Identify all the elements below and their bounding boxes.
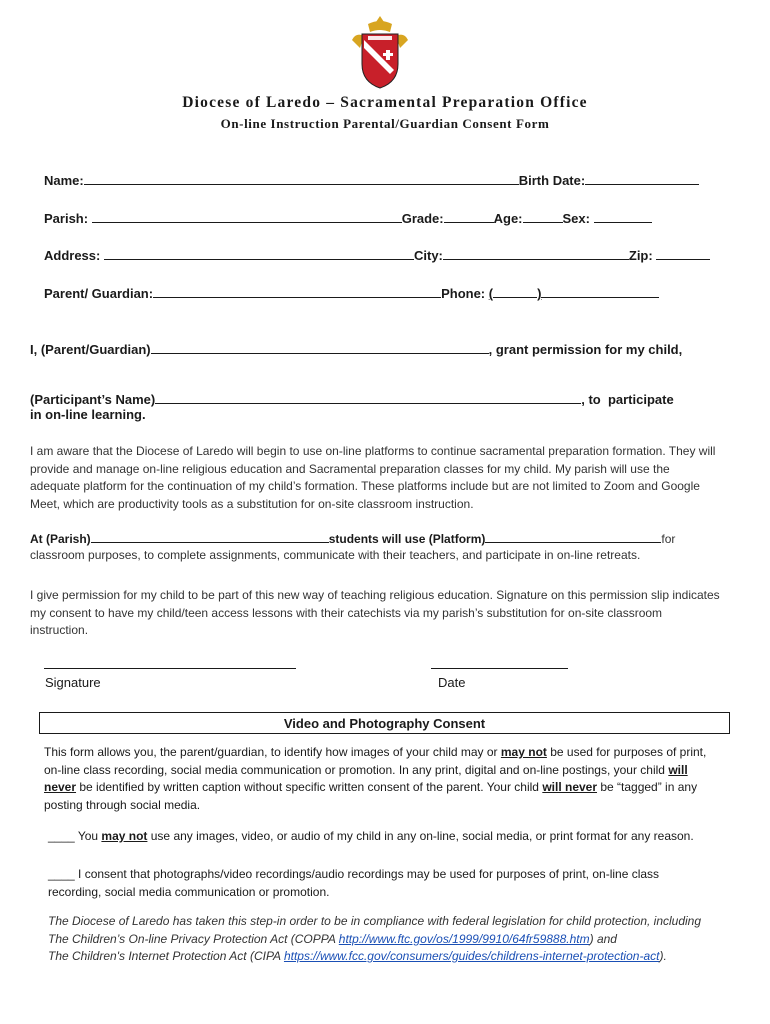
zip-field[interactable] <box>656 246 710 260</box>
cipa-text: The Children's Internet Protection Act (CIPA <box>48 949 284 963</box>
participant-suffix: , to participate <box>581 392 674 407</box>
option-no-consent <box>48 828 748 846</box>
coppa-text-end: ) and <box>589 932 617 946</box>
parish-row <box>44 209 652 226</box>
age-field[interactable] <box>523 209 563 223</box>
birth-date-label: Birth Date: <box>518 173 586 188</box>
option1-may-not: may not <box>101 829 148 843</box>
at-parish-row <box>30 530 730 549</box>
city-field[interactable] <box>443 246 629 260</box>
will-never-emphasis-2: will never <box>542 780 598 794</box>
footer-line3 <box>48 948 748 966</box>
grant-row <box>30 340 682 357</box>
address-field[interactable] <box>104 246 414 260</box>
sex-field[interactable] <box>594 209 652 223</box>
phone-number-field[interactable] <box>541 284 659 298</box>
guardian-row <box>44 284 659 301</box>
birth-date-field[interactable] <box>585 171 699 185</box>
option1-text-b: use any images, video, or audio of my child in any on-line, social media, or print format for any reason. <box>147 829 694 843</box>
footer-line1: The Diocese of Laredo has taken this step-in order to be in compliance with federal legislation for child protection, including <box>48 914 702 928</box>
age-label: Age: <box>493 211 523 226</box>
date-label: Date <box>438 675 466 690</box>
parish-field[interactable] <box>92 209 402 223</box>
diocese-crest-logo <box>346 14 414 90</box>
grade-field[interactable] <box>444 209 494 223</box>
signature-line[interactable] <box>44 668 296 669</box>
grant-suffix: , grant permission for my child, <box>488 342 683 357</box>
video-text-c: be identified by written caption without specific written consent of the parent. Your child <box>76 780 543 794</box>
name-row <box>44 171 699 188</box>
for-text: for <box>661 532 676 546</box>
classroom-text: classroom purposes, to complete assignments, communicate with their teachers, and participate in on-line retreats. <box>30 548 641 562</box>
students-platform-label: students will use (Platform) <box>328 532 486 546</box>
at-parish-label: At (Parish) <box>30 532 91 546</box>
participant-row <box>30 390 674 407</box>
phone-area-open: ( <box>488 286 494 301</box>
name-field[interactable] <box>84 171 519 185</box>
coppa-text: The Children’s On-line Privacy Protection Act (COPPA <box>48 932 339 946</box>
phone-area-close: ) <box>537 286 542 301</box>
video-paragraph <box>44 744 720 814</box>
may-not-emphasis: may not <box>500 745 547 759</box>
platform-field[interactable] <box>485 530 661 543</box>
grade-label: Grade: <box>401 211 444 226</box>
signature-label: Signature <box>45 675 101 690</box>
permission-paragraph: I give permission for my child to be part of this new way of teaching religious education. Signature on this permission slip indicates my consent to have my child/teen access lessons with their catechists via my parish’s substitution for on-site classroom instruction. <box>30 588 720 637</box>
sex-label: Sex: <box>562 211 590 226</box>
date-line[interactable] <box>431 668 568 669</box>
phone-label: Phone: <box>441 286 486 301</box>
coppa-link[interactable]: http://www.ftc.gov/os/1999/9910/64fr59888.htm <box>338 932 590 946</box>
parish-label: Parish: <box>44 211 89 226</box>
at-parish-field[interactable] <box>91 530 329 543</box>
option1-text-a: You <box>74 829 102 843</box>
option2-text: I consent that photographs/video recordings/audio recordings may be used for purposes of print, on-line class recording, social media communication or promotion. <box>48 867 660 899</box>
phone-area-field[interactable] <box>493 284 537 298</box>
option-consent-checkbox[interactable]: ____ <box>48 867 75 881</box>
cipa-link[interactable]: https://www.fcc.gov/consumers/guides/childrens-internet-protection-act <box>283 949 660 963</box>
grant-prefix: I, (Parent/Guardian) <box>30 342 151 357</box>
address-row <box>44 246 710 263</box>
zip-label: Zip: <box>628 248 653 263</box>
aware-paragraph: I am aware that the Diocese of Laredo will begin to use on-line platforms to continue sacramental preparation formation. They will provide and manage on-line religious education and Sacramental preparation classes for my child. My parish will use the adequate platform for the continuation of my child’s formation. These platforms include but are not limited to Zoom and Google Meet, which are productivity tools as a substitution for on-site classroom instruction. <box>30 444 716 511</box>
participant-line2: in on-line learning. <box>30 407 146 422</box>
guardian-field[interactable] <box>153 284 441 298</box>
form-subtitle: On-line Instruction Parental/Guardian Consent Form <box>220 116 550 131</box>
participant-name-field[interactable] <box>155 390 581 404</box>
video-text-a: This form allows you, the parent/guardian, to identify how images of your child may or <box>44 745 501 759</box>
video-text-b: be used for purposes of print, on-line class recording, social media communication or promotion. In any print, digital and on-line postings, your child <box>44 745 707 777</box>
grant-guardian-field[interactable] <box>151 340 489 354</box>
guardian-label: Parent/ Guardian: <box>44 286 154 301</box>
form-title: Diocese of Laredo – Sacramental Preparation Office <box>182 94 588 111</box>
cipa-text-end: ). <box>659 949 667 963</box>
will-never-emphasis: will never <box>44 762 688 794</box>
address-label: Address: <box>44 248 101 263</box>
name-label: Name: <box>44 173 84 188</box>
option-no-consent-checkbox[interactable]: ____ <box>48 829 75 843</box>
consent-title: Video and Photography Consent <box>283 716 486 731</box>
footer-line2 <box>48 931 748 949</box>
option-consent <box>48 866 708 901</box>
participant-prefix: (Participant’s Name) <box>30 392 156 407</box>
city-label: City: <box>413 248 443 263</box>
video-text-d: be “tagged” in any posting through social media. <box>44 780 698 812</box>
